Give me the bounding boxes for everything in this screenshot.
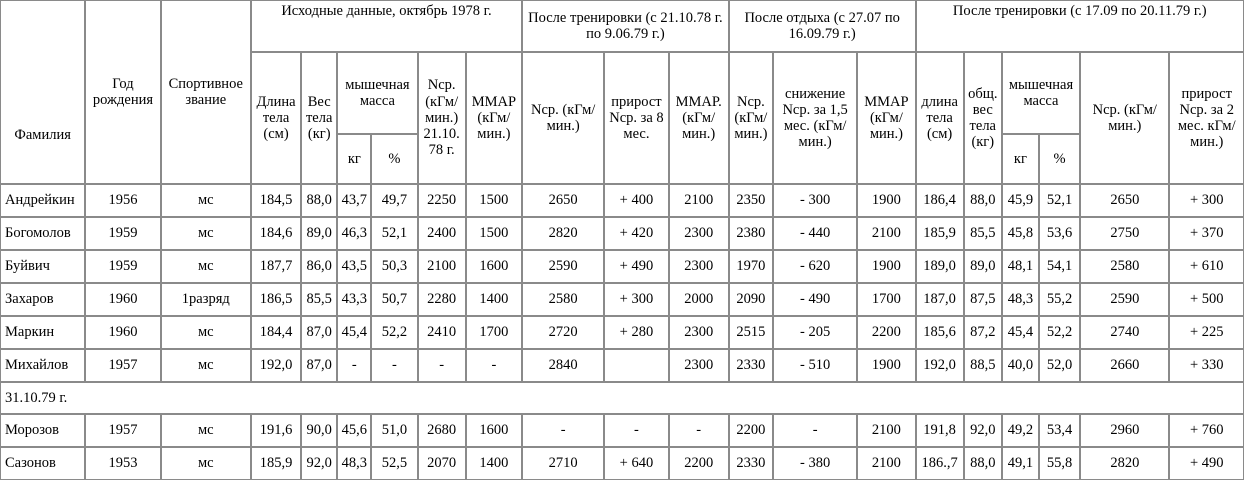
table-cell: 43,7 xyxy=(337,184,371,217)
table-cell: 2960 xyxy=(1080,414,1169,447)
table-cell: 50,7 xyxy=(371,283,417,316)
table-cell: 186,5 xyxy=(251,283,301,316)
table-cell: 55,2 xyxy=(1039,283,1080,316)
table-cell: 43,5 xyxy=(337,250,371,283)
table-cell: 45,4 xyxy=(1002,316,1039,349)
table-cell: 1900 xyxy=(857,349,915,382)
table-cell: 45,9 xyxy=(1002,184,1039,217)
table-cell: 86,0 xyxy=(301,250,337,283)
table-cell: - xyxy=(604,414,668,447)
table-cell: 187,0 xyxy=(916,283,964,316)
table-cell: - xyxy=(337,349,371,382)
table-row xyxy=(0,349,1244,382)
table-cell: 186.,7 xyxy=(916,447,964,480)
table-cell: 2100 xyxy=(857,414,915,447)
header-muscle-pct: % xyxy=(371,134,417,184)
table-cell: 50,3 xyxy=(371,250,417,283)
table-cell: + 300 xyxy=(1169,184,1244,217)
table-cell: 1960 xyxy=(85,316,160,349)
table-row xyxy=(0,414,1244,447)
table-cell: + 225 xyxy=(1169,316,1244,349)
table-cell: 2300 xyxy=(669,316,729,349)
table-cell: - xyxy=(522,414,604,447)
header-muscle-mass: мышечная масса xyxy=(337,52,417,134)
table-cell: 2200 xyxy=(669,447,729,480)
table-cell: 53,4 xyxy=(1039,414,1080,447)
table-cell: 185,9 xyxy=(251,447,301,480)
table-cell: 2515 xyxy=(729,316,773,349)
table-cell: 1400 xyxy=(466,283,522,316)
table-cell: + 760 xyxy=(1169,414,1244,447)
table-cell: 2680 xyxy=(418,414,466,447)
header-surname: Фамилия xyxy=(0,0,85,184)
table-cell: 2580 xyxy=(1080,250,1169,283)
table-cell: 49,1 xyxy=(1002,447,1039,480)
table-cell: 48,3 xyxy=(337,447,371,480)
table-cell: - 440 xyxy=(773,217,857,250)
table-cell: 2590 xyxy=(522,250,604,283)
table-cell: - xyxy=(466,349,522,382)
table-cell: 192,0 xyxy=(916,349,964,382)
table-cell: 2590 xyxy=(1080,283,1169,316)
cell-surname: Сазонов xyxy=(0,447,85,480)
table-cell: 46,3 xyxy=(337,217,371,250)
table-cell: 187,7 xyxy=(251,250,301,283)
table-cell: 2070 xyxy=(418,447,466,480)
header-gain-t2: прирост Nср. за 2 мес. кГм/мин.) xyxy=(1169,52,1244,184)
table-cell: 1959 xyxy=(85,217,160,250)
table-cell: 52,2 xyxy=(1039,316,1080,349)
header-birth-year: Год рождения xyxy=(85,0,160,184)
table-cell: - xyxy=(418,349,466,382)
table-cell: 1957 xyxy=(85,349,160,382)
table-cell: мс xyxy=(161,349,251,382)
table-cell: 88,5 xyxy=(964,349,1002,382)
table-cell: 1разряд xyxy=(161,283,251,316)
table-row xyxy=(0,217,1244,250)
table-cell: 85,5 xyxy=(301,283,337,316)
table-cell: 2200 xyxy=(729,414,773,447)
header-mmap-initial: ММАР (кГм/ мин.) xyxy=(466,52,522,184)
table-cell: мс xyxy=(161,250,251,283)
table-cell: 2300 xyxy=(669,217,729,250)
cell-surname: Морозов xyxy=(0,414,85,447)
table-cell: 192,0 xyxy=(251,349,301,382)
table-cell: - 205 xyxy=(773,316,857,349)
table-cell: + 370 xyxy=(1169,217,1244,250)
header-gain-t1: прирост Nср. за 8 мес. xyxy=(604,52,668,184)
cell-surname: Маркин xyxy=(0,316,85,349)
table-cell: 45,4 xyxy=(337,316,371,349)
table-cell: 2300 xyxy=(669,250,729,283)
table-cell: - 510 xyxy=(773,349,857,382)
table-cell: - xyxy=(669,414,729,447)
table-row xyxy=(0,447,1244,480)
table-cell: 1600 xyxy=(466,250,522,283)
note-row: 31.10.79 г. xyxy=(0,382,1244,414)
header-ncp-t1: Nср. (кГм/мин.) xyxy=(522,52,604,184)
cell-surname: Михайлов xyxy=(0,349,85,382)
table-cell: 49,2 xyxy=(1002,414,1039,447)
table-cell: 1400 xyxy=(466,447,522,480)
table-cell: 52,5 xyxy=(371,447,417,480)
table-cell: мс xyxy=(161,414,251,447)
table-cell: 55,8 xyxy=(1039,447,1080,480)
table-cell: 2330 xyxy=(729,349,773,382)
table-cell: 1970 xyxy=(729,250,773,283)
header-decline-rest: снижение Nср. за 1,5 мес. (кГм/мин.) xyxy=(773,52,857,184)
table-cell: 186,4 xyxy=(916,184,964,217)
header-ncp-t2: Nср. (кГм/мин.) xyxy=(1080,52,1169,184)
header-muscle-pct-t2: % xyxy=(1039,134,1080,184)
table-cell: 52,1 xyxy=(371,217,417,250)
table-cell: - 620 xyxy=(773,250,857,283)
table-cell: 184,4 xyxy=(251,316,301,349)
table-cell: 49,7 xyxy=(371,184,417,217)
table-cell: 89,0 xyxy=(301,217,337,250)
table-cell: 2400 xyxy=(418,217,466,250)
header-mmap-t1: ММАР. (кГм/ мин.) xyxy=(669,52,729,184)
table-cell: 90,0 xyxy=(301,414,337,447)
table-cell: 2090 xyxy=(729,283,773,316)
table-row xyxy=(0,283,1244,316)
table-cell: 48,1 xyxy=(1002,250,1039,283)
table-cell: 185,6 xyxy=(916,316,964,349)
table-cell xyxy=(604,349,668,382)
table-cell: 92,0 xyxy=(964,414,1002,447)
table-cell: мс xyxy=(161,316,251,349)
table-cell: 2280 xyxy=(418,283,466,316)
table-row xyxy=(0,316,1244,349)
table-cell: 54,1 xyxy=(1039,250,1080,283)
table-cell: + 490 xyxy=(604,250,668,283)
table-cell: + 400 xyxy=(604,184,668,217)
table-cell: 1959 xyxy=(85,250,160,283)
table-cell: 189,0 xyxy=(916,250,964,283)
header-muscle-kg: кг xyxy=(337,134,371,184)
table-cell: 2840 xyxy=(522,349,604,382)
table-cell: 1700 xyxy=(857,283,915,316)
table-cell: 2820 xyxy=(1080,447,1169,480)
table-cell: 88,0 xyxy=(964,184,1002,217)
table-cell: 1500 xyxy=(466,217,522,250)
table-cell: 1700 xyxy=(466,316,522,349)
table-cell: + 280 xyxy=(604,316,668,349)
table-cell: 2330 xyxy=(729,447,773,480)
table-cell: 2000 xyxy=(669,283,729,316)
table-cell: 2820 xyxy=(522,217,604,250)
table-cell: - 490 xyxy=(773,283,857,316)
table-cell: 43,3 xyxy=(337,283,371,316)
table-cell: 2660 xyxy=(1080,349,1169,382)
header-mmap-rest: ММАР (кГм/ мин.) xyxy=(857,52,915,184)
table-cell: 185,9 xyxy=(916,217,964,250)
table-cell: 2350 xyxy=(729,184,773,217)
table-cell: + 420 xyxy=(604,217,668,250)
table-cell: мс xyxy=(161,217,251,250)
table-cell: 2740 xyxy=(1080,316,1169,349)
table-cell: + 610 xyxy=(1169,250,1244,283)
table-cell: 87,0 xyxy=(301,349,337,382)
table-cell: 85,5 xyxy=(964,217,1002,250)
header-ncp-initial: Nср. (кГм/ мин.) 21.10. 78 г. xyxy=(418,52,466,184)
table-cell: мс xyxy=(161,447,251,480)
table-cell: 2720 xyxy=(522,316,604,349)
table-cell: 87,0 xyxy=(301,316,337,349)
table-cell: 1500 xyxy=(466,184,522,217)
header-weight: Вес тела (кг) xyxy=(301,52,337,184)
table-cell: 53,6 xyxy=(1039,217,1080,250)
header-body-length: Длина тела (см) xyxy=(251,52,301,184)
table-cell: 1900 xyxy=(857,184,915,217)
table-cell: 191,6 xyxy=(251,414,301,447)
table-cell: 88,0 xyxy=(964,447,1002,480)
table-row xyxy=(0,250,1244,283)
table-cell: 2250 xyxy=(418,184,466,217)
table-cell: 184,5 xyxy=(251,184,301,217)
table-cell: 52,1 xyxy=(1039,184,1080,217)
table-cell: 2650 xyxy=(522,184,604,217)
table-cell: - 380 xyxy=(773,447,857,480)
header-group-training2: После тренировки (с 17.09 по 20.11.79 г.) xyxy=(916,0,1244,52)
table-cell: 87,5 xyxy=(964,283,1002,316)
table-cell: 2100 xyxy=(857,447,915,480)
table-cell: 45,8 xyxy=(1002,217,1039,250)
table-cell: 2710 xyxy=(522,447,604,480)
header-ncp-rest: Nср. (кГм/ мин.) xyxy=(729,52,773,184)
table-cell: 87,2 xyxy=(964,316,1002,349)
table-row xyxy=(0,184,1244,217)
table-cell: мс xyxy=(161,184,251,217)
header-group-training1: После тренировки (с 21.10.78 г. по 9.06.79 г.) xyxy=(522,0,729,52)
table-cell: 2200 xyxy=(857,316,915,349)
table-cell: 52,0 xyxy=(1039,349,1080,382)
header-muscle-kg-t2: кг xyxy=(1002,134,1039,184)
header-group-rest: После отдыха (с 27.07 по 16.09.79 г.) xyxy=(729,0,916,52)
table-cell: 1956 xyxy=(85,184,160,217)
cell-surname: Андрейкин xyxy=(0,184,85,217)
cell-surname: Захаров xyxy=(0,283,85,316)
table-cell: 40,0 xyxy=(1002,349,1039,382)
table-cell: 92,0 xyxy=(301,447,337,480)
table-cell: 1900 xyxy=(857,250,915,283)
table-cell: 2380 xyxy=(729,217,773,250)
table-cell: 1957 xyxy=(85,414,160,447)
table-cell: 2100 xyxy=(857,217,915,250)
table-cell: 1600 xyxy=(466,414,522,447)
table-cell: + 490 xyxy=(1169,447,1244,480)
table-cell: 88,0 xyxy=(301,184,337,217)
table-cell: - xyxy=(371,349,417,382)
table-cell: - xyxy=(773,414,857,447)
header-rank: Спортивное звание xyxy=(161,0,251,184)
table-cell: 2410 xyxy=(418,316,466,349)
table-cell: 184,6 xyxy=(251,217,301,250)
table-cell: + 300 xyxy=(604,283,668,316)
table-cell: + 640 xyxy=(604,447,668,480)
table-cell: 1953 xyxy=(85,447,160,480)
header-muscle-mass-t2: мышечная масса xyxy=(1002,52,1080,134)
table-cell: + 500 xyxy=(1169,283,1244,316)
table-cell: 48,3 xyxy=(1002,283,1039,316)
table-cell: + 330 xyxy=(1169,349,1244,382)
table-cell: 2300 xyxy=(669,349,729,382)
table-cell: 1960 xyxy=(85,283,160,316)
cell-surname: Буйвич xyxy=(0,250,85,283)
cell-surname: Богомолов xyxy=(0,217,85,250)
table-cell: 2750 xyxy=(1080,217,1169,250)
table-cell: 2580 xyxy=(522,283,604,316)
table-cell: 2650 xyxy=(1080,184,1169,217)
header-body-length-t2: длина тела (см) xyxy=(916,52,964,184)
table-cell: 2100 xyxy=(418,250,466,283)
table-cell: 89,0 xyxy=(964,250,1002,283)
table-cell: 2100 xyxy=(669,184,729,217)
header-total-weight-t2: общ. вес тела (кг) xyxy=(964,52,1002,184)
table-cell: 45,6 xyxy=(337,414,371,447)
table-cell: 52,2 xyxy=(371,316,417,349)
header-group-initial: Исходные данные, октябрь 1978 г. xyxy=(251,0,522,52)
table-cell: 51,0 xyxy=(371,414,417,447)
table-cell: 191,8 xyxy=(916,414,964,447)
table-cell: - 300 xyxy=(773,184,857,217)
